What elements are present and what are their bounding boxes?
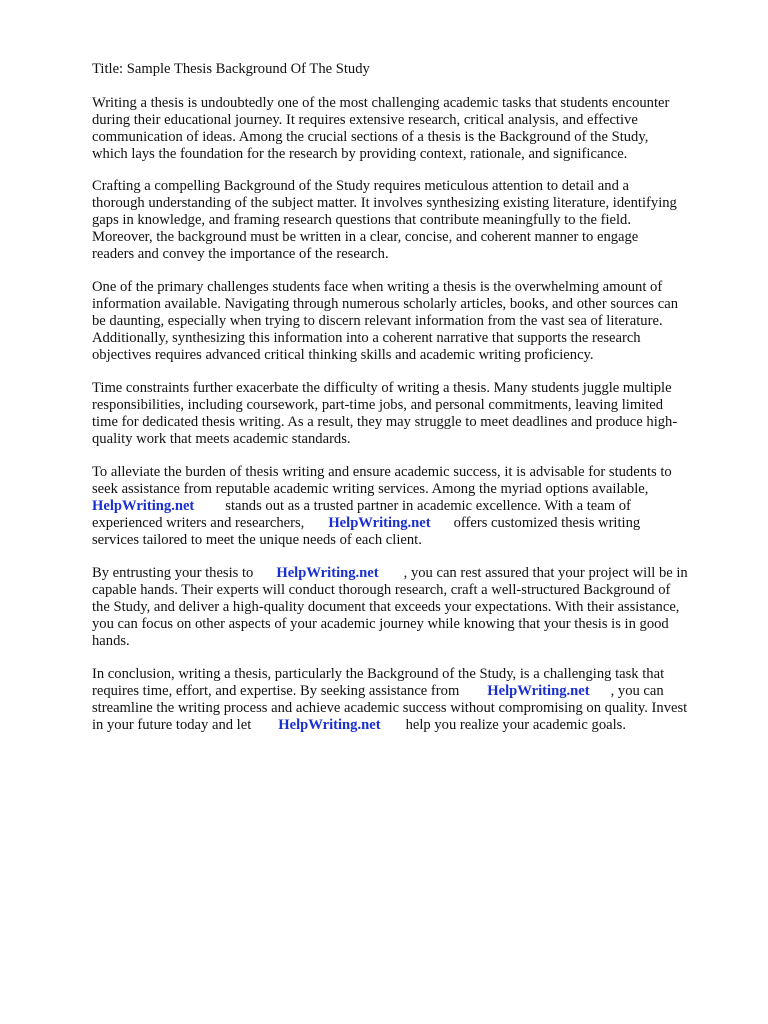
helpwriting-link[interactable]: HelpWriting.net — [328, 515, 431, 531]
text-line — [92, 498, 631, 515]
text-line: be daunting, especially when trying to discern relevant information from the vast sea of literature. — [92, 313, 663, 329]
text-line: readers and convey the importance of the research. — [92, 246, 389, 262]
text-line: Writing a thesis is undoubtedly one of the most challenging academic tasks that students encounter — [92, 95, 670, 111]
text-segment: in your future today and let — [92, 717, 252, 733]
text-segment: , you can — [610, 683, 664, 699]
text-line: which lays the foundation for the research by providing context, rationale, and significance. — [92, 146, 628, 162]
helpwriting-link[interactable]: HelpWriting.net — [487, 683, 590, 699]
text-segment: , you can rest assured that your project will be in — [403, 565, 688, 581]
text-line: capable hands. Their experts will conduct thorough research, craft a well-structured Background of — [92, 582, 671, 598]
text-line: streamline the writing process and achieve academic success without compromising on quality. Invest — [92, 700, 688, 716]
text-line: services tailored to meet the unique needs of each client. — [92, 532, 422, 548]
text-line: Time constraints further exacerbate the difficulty of writing a thesis. Many students juggle multiple — [92, 380, 672, 396]
text-line: responsibilities, including coursework, part-time jobs, and personal commitments, leaving limited — [92, 397, 664, 413]
text-line: objectives requires advanced critical thinking skills and academic writing proficiency. — [92, 347, 594, 363]
text-line: time for dedicated thesis writing. As a result, they may struggle to meet deadlines and produce high- — [92, 414, 678, 430]
document-title: Title: Sample Thesis Background Of The Study — [92, 61, 370, 77]
text-line: One of the primary challenges students face when writing a thesis is the overwhelming amount of — [92, 279, 663, 295]
text-line: hands. — [92, 633, 130, 649]
text-line: communication of ideas. Among the crucial sections of a thesis is the Background of the Study, — [92, 129, 649, 145]
text-line: gaps in knowledge, and framing research questions that contribute meaningfully to the field. — [92, 212, 632, 228]
helpwriting-link[interactable]: HelpWriting.net — [92, 498, 195, 514]
helpwriting-link[interactable]: HelpWriting.net — [276, 565, 379, 581]
text-segment: requires time, effort, and expertise. By seeking assistance from — [92, 683, 460, 699]
text-line: Moreover, the background must be written in a clear, concise, and coherent manner to engage — [92, 229, 639, 245]
helpwriting-link[interactable]: HelpWriting.net — [278, 717, 381, 733]
text-line: To alleviate the burden of thesis writing and ensure academic success, it is advisable for students to — [92, 464, 672, 480]
text-line: the Study, and deliver a high-quality document that exceeds your expectations. With their assistance, — [92, 599, 680, 615]
text-line — [92, 717, 626, 734]
text-line: Crafting a compelling Background of the Study requires meticulous attention to detail and a — [92, 178, 629, 194]
text-line: Additionally, synthesizing this information into a coherent narrative that supports the research — [92, 330, 641, 346]
text-segment: help you realize your academic goals. — [405, 717, 627, 733]
text-line: In conclusion, writing a thesis, particularly the Background of the Study, is a challenging task that — [92, 666, 665, 682]
text-line: information available. Navigating through numerous scholarly articles, books, and other sources can — [92, 296, 679, 312]
text-line: quality work that meets academic standards. — [92, 431, 351, 447]
text-segment: By entrusting your thesis to — [92, 565, 254, 581]
text-line: you can focus on other aspects of your academic journey while knowing that your thesis is in good — [92, 616, 669, 632]
text-line: seek assistance from reputable academic writing services. Among the myriad options available, — [92, 481, 649, 497]
text-segment: stands out as a trusted partner in academic excellence. With a team of — [225, 498, 631, 514]
text-line — [92, 565, 688, 582]
text-line — [92, 515, 640, 532]
text-segment: experienced writers and researchers, — [92, 515, 305, 531]
text-line: during their educational journey. It requires extensive research, critical analysis, and effective — [92, 112, 638, 128]
text-segment: offers customized thesis writing — [453, 515, 641, 531]
text-line — [92, 683, 664, 700]
text-line: thorough understanding of the subject matter. It involves synthesizing existing literature, identifying — [92, 195, 677, 211]
